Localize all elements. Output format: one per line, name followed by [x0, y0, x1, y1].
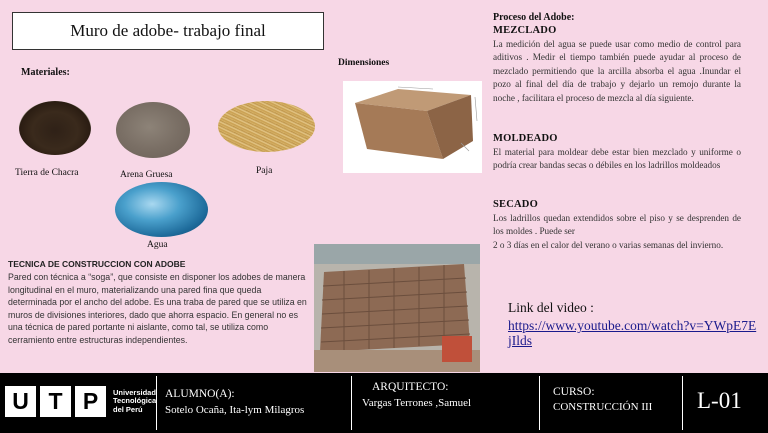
footer-divider: [682, 376, 683, 430]
section-body-mezclado: La medición del agua se puede usar como medio de control para aditivos . Medir el tiempo también puede ayudar al proceso de mezclado permitiendo que la arcilla absorba el agua .Inundar el pozo al final del día de trabajo y dejarlo un remojo durante la noche , facilitara el proceso de mezcla al día siguiente.: [493, 39, 741, 103]
footer-divider: [539, 376, 540, 430]
water-image: [115, 182, 208, 237]
material-caption: Tierra de Chacra: [15, 168, 79, 178]
footer-divider: [351, 376, 352, 430]
utp-logo: [5, 386, 156, 417]
logo-letter: U: [5, 386, 36, 417]
logo-letter: T: [40, 386, 71, 417]
arquitecto-value: Vargas Terrones ,Samuel: [362, 397, 472, 409]
video-link-label: Link del video :: [508, 300, 594, 315]
process-title: Proceso del Adobe:: [493, 12, 575, 23]
logo-letter: P: [75, 386, 106, 417]
straw-image: [218, 101, 315, 152]
materials-label: Materiales:: [21, 67, 70, 78]
section-body-secado-continued: 2 o 3 días en el calor del verano o varias semanas del invierno.: [493, 240, 724, 250]
alumno-label: ALUMNO(A):: [165, 388, 235, 400]
soil-image: [19, 101, 91, 155]
footer-divider: [156, 376, 157, 430]
material-caption: Agua: [147, 240, 168, 250]
section-body-moldeado: El material para moldear debe estar bien mezclado y uniforme o podría crear bandas secas o débiles en los ladrillos moldeados: [493, 147, 741, 171]
video-link[interactable]: https://www.youtube.com/watch?v=YWpE7EjIlds: [508, 318, 757, 348]
alumno-value: Sotelo Ocaña, Ita-lym Milagros: [165, 404, 305, 416]
dimensions-label: Dimensiones: [338, 58, 390, 68]
sand-image: [116, 102, 190, 158]
material-caption: Arena Gruesa: [120, 170, 173, 180]
section-heading-secado: SECADO: [493, 199, 538, 210]
adobe-brick-image: [343, 81, 482, 173]
sheet-code: L-01: [697, 388, 742, 413]
section-heading-mezclado: MEZCLADO: [493, 25, 557, 36]
material-caption: Paja: [256, 166, 273, 176]
university-name: Universidad Tecnológica del Perú: [113, 387, 157, 414]
technique-body: Pared con técnica a “soga”, que consiste en disponer los adobes de manera longitudinal en el muro, materializando una pared fina que queda determinada por el ancho del adobe. Es una traba de pared que se utiliza en muros de divisiones interiores, dado que ahorra espacio. En general no es una técnica de pared portante ni aislante, como tal, se utiliza como cerramiento entre estructuras independientes.: [8, 272, 307, 345]
arquitecto-label: ARQUITECTO:: [372, 381, 449, 393]
page-title: Muro de adobe- trabajo final: [12, 12, 324, 50]
technique-heading: TECNICA DE CONSTRUCCION CON ADOBE: [8, 259, 186, 269]
curso-label: CURSO:: [553, 386, 595, 398]
section-body-secado: Los ladrillos quedan extendidos sobre el piso y se desprenden de los moldes . Puede ser: [493, 213, 741, 237]
curso-value: CONSTRUCCIÓN III: [553, 401, 653, 413]
section-heading-moldeado: MOLDEADO: [493, 133, 558, 144]
adobe-wall-image: [314, 244, 480, 372]
